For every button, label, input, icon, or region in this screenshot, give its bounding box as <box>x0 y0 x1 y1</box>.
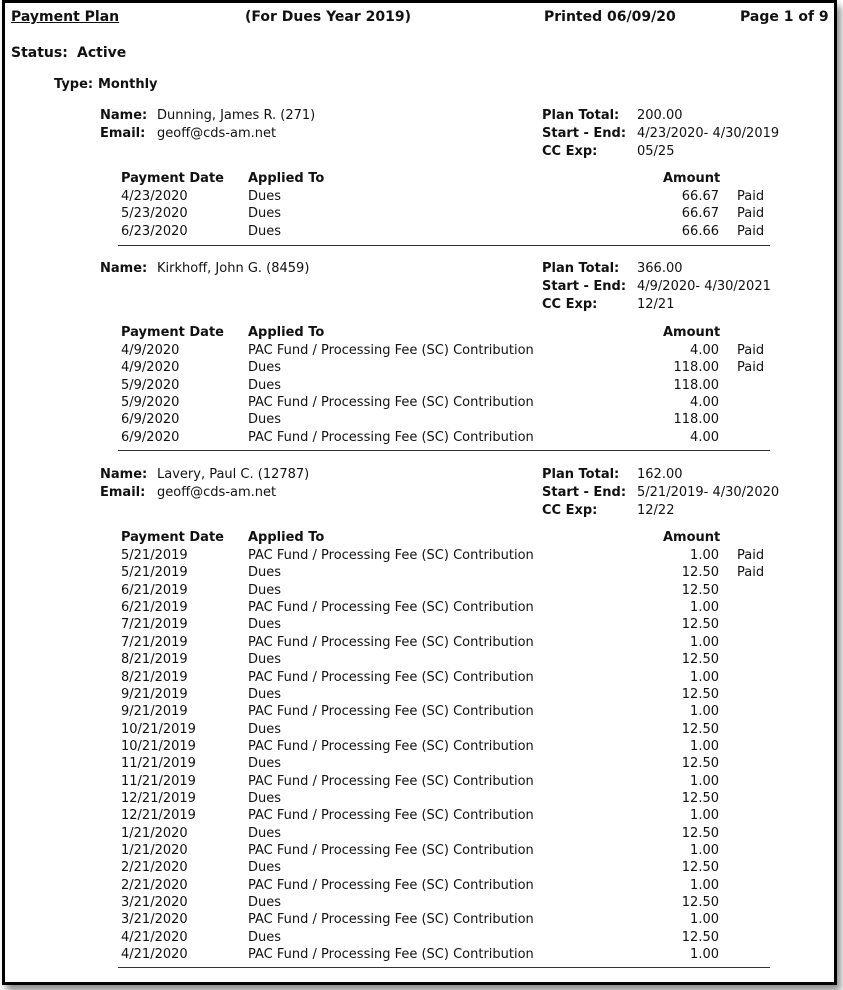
applied-to: PAC Fund / Processing Fee (SC) Contribution <box>248 634 534 650</box>
payment-date: 12/21/2019 <box>121 808 196 824</box>
payment-amount: 1.00 <box>690 669 719 685</box>
applied-to: Dues <box>248 565 282 581</box>
applied-to: Dues <box>248 206 282 222</box>
amount-header: Amount <box>663 530 721 545</box>
payment-row <box>0 722 843 739</box>
payment-row <box>0 912 843 929</box>
applied-to: Dues <box>248 652 282 668</box>
payment-date: 3/21/2020 <box>121 895 188 910</box>
payment-amount: 4.00 <box>690 343 719 358</box>
payment-amount: 1.00 <box>690 947 719 962</box>
applied-to: Dues <box>248 377 282 393</box>
name-label: Name: <box>100 467 148 482</box>
payment-date: 7/21/2019 <box>121 617 188 633</box>
payment-row <box>0 930 843 947</box>
amount-header: Amount <box>663 171 721 186</box>
payment-date: 4/23/2020 <box>121 189 188 204</box>
payment-date: 11/21/2019 <box>121 773 196 789</box>
page-number: Page 1 of 9 <box>740 9 829 25</box>
payment-row <box>0 808 843 825</box>
applied-to: PAC Fund / Processing Fee (SC) Contribution <box>248 704 534 720</box>
member-email: geoff@cds-am.net <box>157 485 277 500</box>
start-end-label: Start - End: <box>542 485 627 500</box>
applied-to: PAC Fund / Processing Fee (SC) Contribution <box>248 947 534 962</box>
applied-to: PAC Fund / Processing Fee (SC) Contribution <box>248 343 534 358</box>
plan-total-label: Plan Total: <box>542 108 620 123</box>
payment-row <box>0 617 843 634</box>
payment-amount: 4.00 <box>690 395 719 411</box>
type-value: Monthly <box>98 77 158 92</box>
payment-row <box>0 412 843 429</box>
status-value: Active <box>77 45 127 61</box>
payment-date: 5/21/2019 <box>121 565 188 581</box>
payment-amount: 66.66 <box>681 223 719 239</box>
payment-amount: 1.00 <box>690 634 719 650</box>
start-end-label: Start - End: <box>542 279 627 294</box>
payment-row <box>0 860 843 877</box>
payment-amount: 66.67 <box>681 206 719 222</box>
payment-date: 10/21/2019 <box>121 738 196 754</box>
payment-row <box>0 395 843 412</box>
section-divider <box>118 245 770 246</box>
applied-to: PAC Fund / Processing Fee (SC) Contribution <box>248 912 534 928</box>
cc-exp-label: CC Exp: <box>542 297 598 312</box>
payment-date: 5/21/2019 <box>121 548 188 563</box>
payment-amount: 12.50 <box>681 686 719 702</box>
applied-to: PAC Fund / Processing Fee (SC) Contribution <box>248 548 534 563</box>
payment-date: 3/21/2020 <box>121 912 188 928</box>
payment-row <box>0 895 843 912</box>
applied-to: Dues <box>248 223 282 239</box>
paid-status: Paid <box>737 223 765 239</box>
payment-date: 1/21/2020 <box>121 825 188 841</box>
payment-row <box>0 947 843 964</box>
payment-date: 7/21/2019 <box>121 634 188 650</box>
applied-to: PAC Fund / Processing Fee (SC) Contribution <box>248 395 534 411</box>
payment-amount: 12.50 <box>681 825 719 841</box>
payment-row <box>0 670 843 687</box>
payment-date: 9/21/2019 <box>121 686 188 702</box>
name-label: Name: <box>100 108 148 123</box>
applied-to: PAC Fund / Processing Fee (SC) Contribution <box>248 808 534 824</box>
payment-date: 4/9/2020 <box>121 360 180 376</box>
payment-date: 6/9/2020 <box>121 412 180 428</box>
applied-to: Dues <box>248 412 282 428</box>
payment-date: 6/23/2020 <box>121 223 188 239</box>
payment-amount: 12.50 <box>681 582 719 598</box>
payment-date: 5/9/2020 <box>121 377 180 393</box>
payment-amount: 12.50 <box>681 756 719 772</box>
paid-status: Paid <box>737 548 765 563</box>
report-title: Payment Plan <box>11 9 120 25</box>
payment-amount: 12.50 <box>681 860 719 876</box>
applied-to: PAC Fund / Processing Fee (SC) Contribution <box>248 738 534 754</box>
payment-amount: 12.50 <box>681 929 719 945</box>
payment-date: 4/21/2020 <box>121 929 188 945</box>
plan-total-value: 366.00 <box>637 261 683 276</box>
payment-amount: 12.50 <box>681 721 719 737</box>
payment-amount: 4.00 <box>690 429 719 445</box>
plan-total-value: 200.00 <box>637 108 683 123</box>
payment-row <box>0 565 843 582</box>
payment-date: 6/21/2019 <box>121 582 188 598</box>
payment-row <box>0 189 843 206</box>
payment-row <box>0 600 843 617</box>
cc-exp-label: CC Exp: <box>542 144 598 159</box>
applied-to: Dues <box>248 756 282 772</box>
payment-amount: 1.00 <box>690 548 719 563</box>
payment-amount: 12.50 <box>681 790 719 806</box>
payment-amount: 66.67 <box>681 189 719 204</box>
member-name: Dunning, James R. (271) <box>157 108 316 123</box>
applied-to: PAC Fund / Processing Fee (SC) Contribution <box>248 843 534 858</box>
payment-amount: 12.50 <box>681 617 719 633</box>
payment-row <box>0 843 843 860</box>
name-label: Name: <box>100 261 148 276</box>
payment-row <box>0 826 843 843</box>
start-end-value: 5/21/2019- 4/30/2020 <box>637 485 780 500</box>
payment-date: 2/21/2020 <box>121 860 188 876</box>
email-label: Email: <box>100 126 146 141</box>
type-label: Type: <box>54 77 94 92</box>
payment-date: 5/23/2020 <box>121 206 188 222</box>
cc-exp-label: CC Exp: <box>542 503 598 518</box>
payment-date-header: Payment Date <box>121 325 224 340</box>
payment-amount: 118.00 <box>673 412 719 428</box>
payment-date: 2/21/2020 <box>121 877 188 893</box>
paid-status: Paid <box>737 189 765 204</box>
payment-row <box>0 878 843 895</box>
payment-date: 1/21/2020 <box>121 843 188 858</box>
payment-date: 10/21/2019 <box>121 721 196 737</box>
payment-date: 9/21/2019 <box>121 704 188 720</box>
paid-status: Paid <box>737 343 765 358</box>
section-divider <box>118 450 770 451</box>
member-email: geoff@cds-am.net <box>157 126 277 141</box>
payment-amount: 1.00 <box>690 600 719 615</box>
start-end-value: 4/23/2020- 4/30/2019 <box>637 126 780 141</box>
payment-row <box>0 791 843 808</box>
payment-amount: 1.00 <box>690 808 719 824</box>
paid-status: Paid <box>737 565 765 581</box>
payment-date: 8/21/2019 <box>121 652 188 668</box>
cc-exp-value: 12/21 <box>637 297 675 312</box>
applied-to-header: Applied To <box>248 530 325 545</box>
cc-exp-value: 05/25 <box>637 144 675 159</box>
member-name: Kirkhoff, John G. (8459) <box>157 261 310 276</box>
payment-date: 5/9/2020 <box>121 395 180 411</box>
applied-to: Dues <box>248 860 282 876</box>
payment-row <box>0 583 843 600</box>
applied-to: Dues <box>248 686 282 702</box>
payment-row <box>0 704 843 721</box>
applied-to: Dues <box>248 825 282 841</box>
plan-total-value: 162.00 <box>637 467 683 482</box>
payment-row <box>0 756 843 773</box>
applied-to: PAC Fund / Processing Fee (SC) Contribution <box>248 877 534 893</box>
payment-row <box>0 687 843 704</box>
payment-amount: 12.50 <box>681 565 719 581</box>
payment-amount: 1.00 <box>690 912 719 928</box>
applied-to: Dues <box>248 617 282 633</box>
payment-amount: 12.50 <box>681 895 719 910</box>
start-end-value: 4/9/2020- 4/30/2021 <box>637 279 771 294</box>
plan-total-label: Plan Total: <box>542 467 620 482</box>
payment-row <box>0 635 843 652</box>
payment-amount: 1.00 <box>690 773 719 789</box>
payment-row <box>0 343 843 360</box>
applied-to-header: Applied To <box>248 171 325 186</box>
payment-amount: 118.00 <box>673 377 719 393</box>
payment-amount: 12.50 <box>681 652 719 668</box>
payment-row <box>0 430 843 447</box>
section-divider <box>118 967 770 968</box>
applied-to: Dues <box>248 721 282 737</box>
payment-row <box>0 224 843 241</box>
applied-to: Dues <box>248 582 282 598</box>
payment-date: 6/9/2020 <box>121 429 180 445</box>
payment-row <box>0 739 843 756</box>
applied-to: PAC Fund / Processing Fee (SC) Contribution <box>248 669 534 685</box>
start-end-label: Start - End: <box>542 126 627 141</box>
payment-row <box>0 774 843 791</box>
payment-amount: 1.00 <box>690 704 719 720</box>
applied-to: Dues <box>248 189 282 204</box>
applied-to: PAC Fund / Processing Fee (SC) Contribution <box>248 600 534 615</box>
payment-amount: 1.00 <box>690 843 719 858</box>
payment-row <box>0 206 843 223</box>
plan-total-label: Plan Total: <box>542 261 620 276</box>
applied-to: Dues <box>248 929 282 945</box>
printed-date: Printed 06/09/20 <box>544 9 676 25</box>
dues-year: (For Dues Year 2019) <box>245 9 412 25</box>
payment-date: 8/21/2019 <box>121 669 188 685</box>
payment-row <box>0 378 843 395</box>
payment-row <box>0 360 843 377</box>
payment-date: 6/21/2019 <box>121 600 188 615</box>
payment-amount: 1.00 <box>690 738 719 754</box>
member-name: Lavery, Paul C. (12787) <box>157 467 310 482</box>
applied-to: Dues <box>248 360 282 376</box>
status-label: Status: <box>11 45 68 61</box>
payment-date: 12/21/2019 <box>121 790 196 806</box>
payment-date-header: Payment Date <box>121 530 224 545</box>
payment-amount: 118.00 <box>673 360 719 376</box>
applied-to: PAC Fund / Processing Fee (SC) Contribution <box>248 429 534 445</box>
payment-amount: 1.00 <box>690 877 719 893</box>
payment-date: 4/9/2020 <box>121 343 180 358</box>
payment-date: 11/21/2019 <box>121 756 196 772</box>
applied-to: Dues <box>248 790 282 806</box>
paid-status: Paid <box>737 360 765 376</box>
payment-row <box>0 548 843 565</box>
payment-row <box>0 652 843 669</box>
cc-exp-value: 12/22 <box>637 503 675 518</box>
payment-date-header: Payment Date <box>121 171 224 186</box>
applied-to: PAC Fund / Processing Fee (SC) Contribution <box>248 773 534 789</box>
email-label: Email: <box>100 485 146 500</box>
paid-status: Paid <box>737 206 765 222</box>
payment-date: 4/21/2020 <box>121 947 188 962</box>
applied-to-header: Applied To <box>248 325 325 340</box>
applied-to: Dues <box>248 895 282 910</box>
amount-header: Amount <box>663 325 721 340</box>
